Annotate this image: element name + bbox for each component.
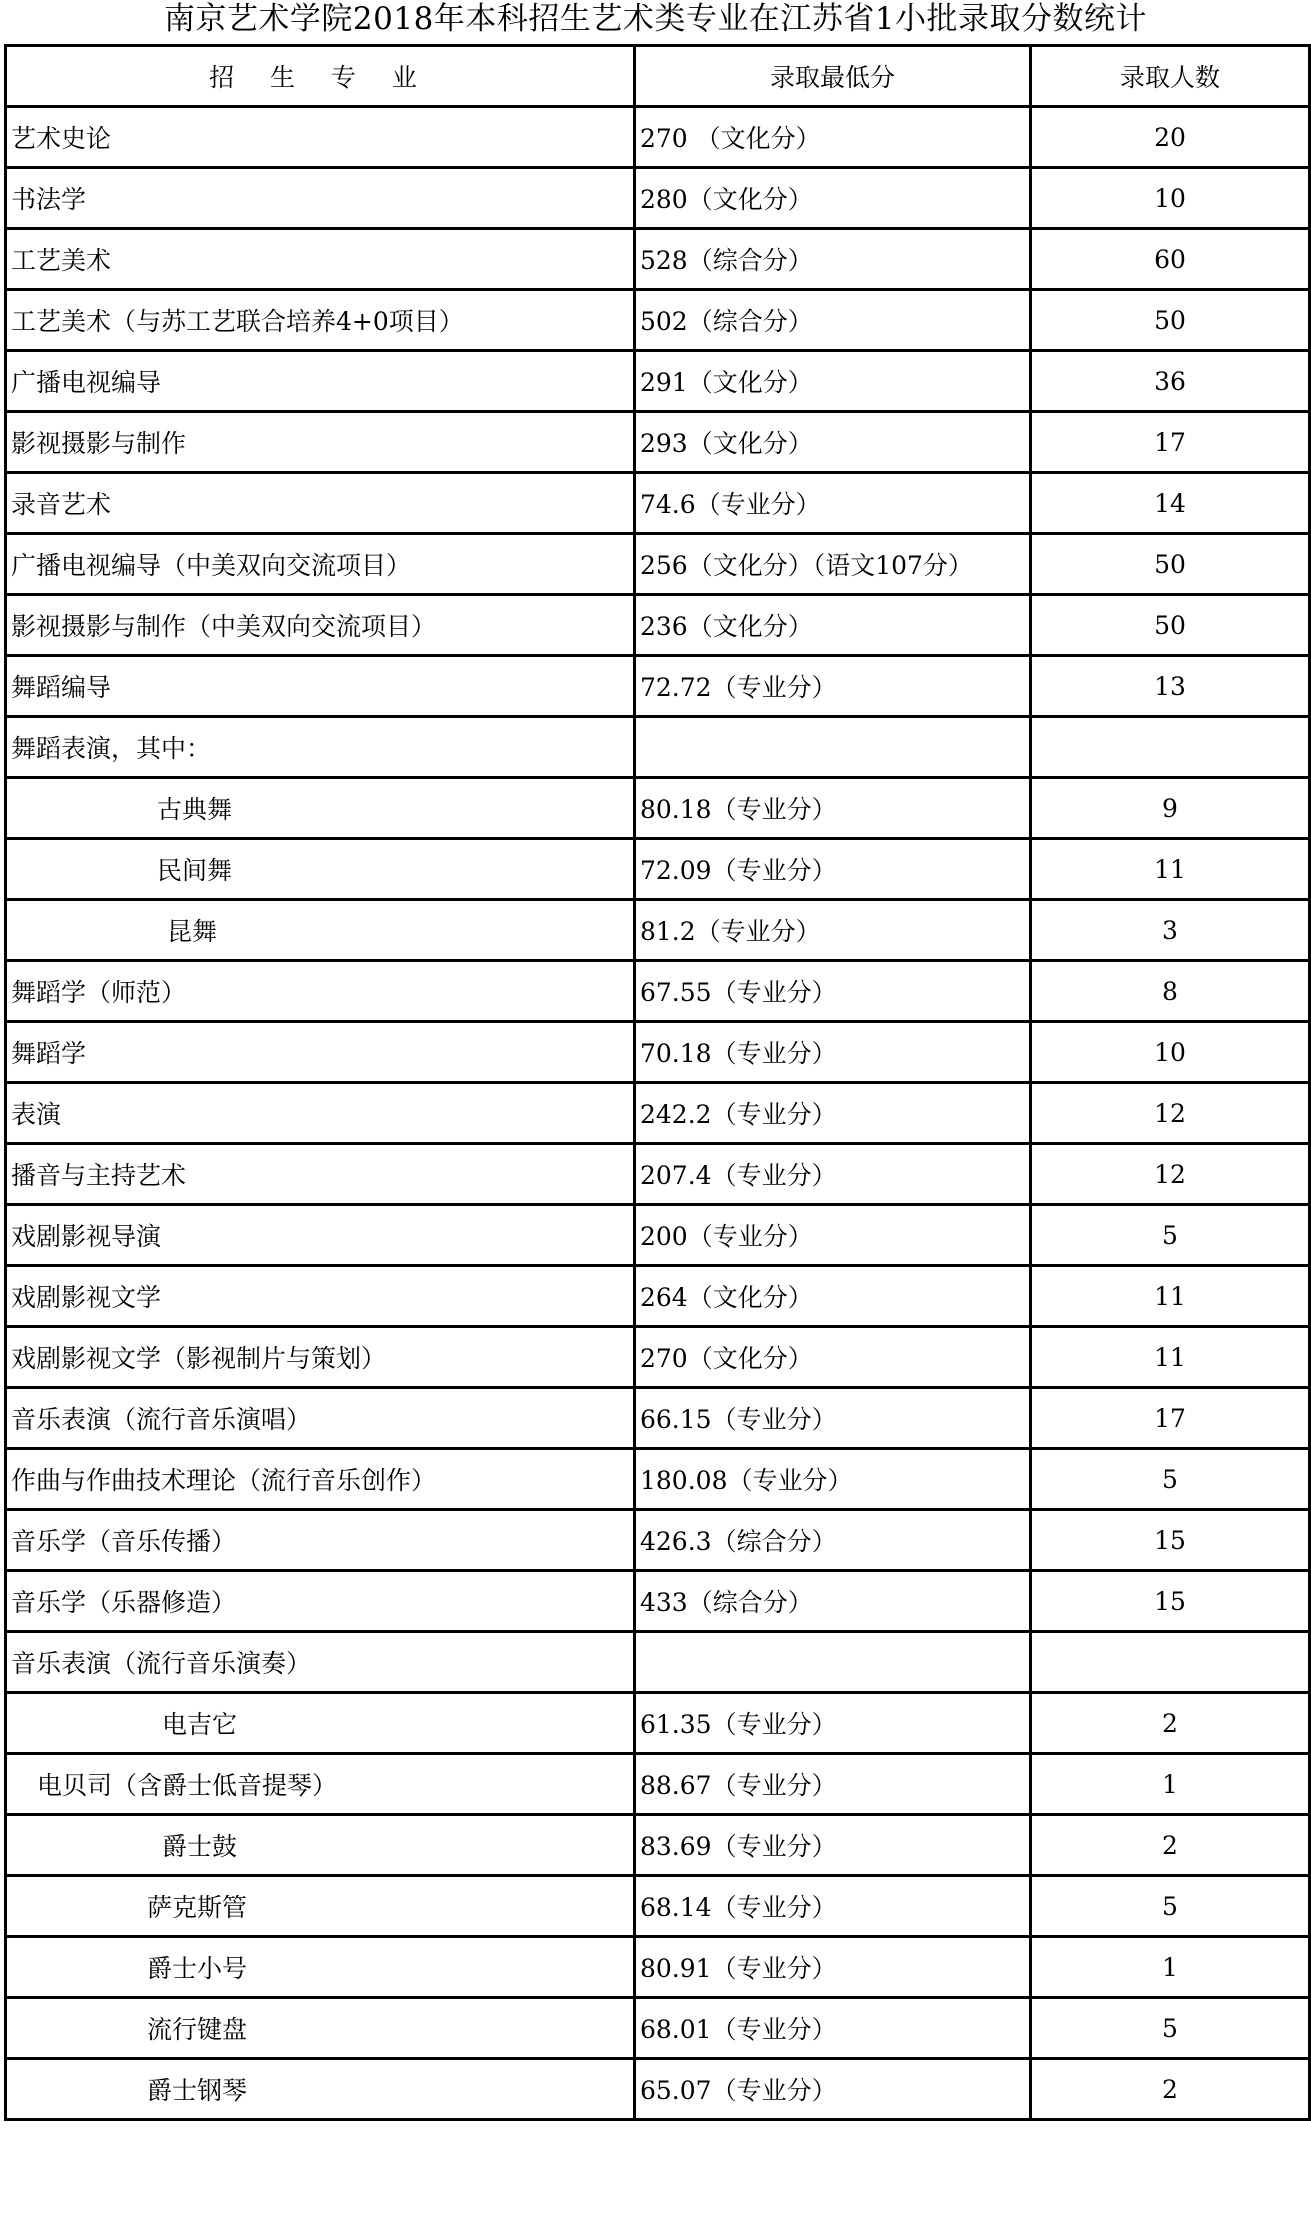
table-row bbox=[6, 839, 1310, 900]
cell-admitted-count: 2 bbox=[1031, 2059, 1310, 2120]
cell-min-score: 70.18（专业分） bbox=[635, 1022, 1031, 1083]
table-row bbox=[6, 778, 1310, 839]
header-admitted-count: 录取人数 bbox=[1031, 46, 1310, 107]
cell-major: 流行键盘 bbox=[6, 1998, 635, 2059]
cell-major: 音乐表演（流行音乐演唱） bbox=[6, 1388, 635, 1449]
cell-admitted-count: 5 bbox=[1031, 1449, 1310, 1510]
cell-admitted-count: 1 bbox=[1031, 1937, 1310, 1998]
cell-min-score bbox=[635, 717, 1031, 778]
cell-min-score: 270 （文化分） bbox=[635, 107, 1031, 168]
table-row bbox=[6, 1388, 1310, 1449]
cell-major: 爵士小号 bbox=[6, 1937, 635, 1998]
cell-admitted-count: 10 bbox=[1031, 1022, 1310, 1083]
cell-major: 影视摄影与制作 bbox=[6, 412, 635, 473]
table-row bbox=[6, 1144, 1310, 1205]
cell-admitted-count: 5 bbox=[1031, 1205, 1310, 1266]
cell-admitted-count: 15 bbox=[1031, 1510, 1310, 1571]
cell-major: 影视摄影与制作（中美双向交流项目） bbox=[6, 595, 635, 656]
cell-admitted-count: 12 bbox=[1031, 1144, 1310, 1205]
cell-admitted-count: 1 bbox=[1031, 1754, 1310, 1815]
cell-min-score: 264（文化分） bbox=[635, 1266, 1031, 1327]
cell-min-score: 81.2（专业分） bbox=[635, 900, 1031, 961]
cell-min-score bbox=[635, 1632, 1031, 1693]
table-row bbox=[6, 656, 1310, 717]
cell-major: 工艺美术（与苏工艺联合培养4+0项目） bbox=[6, 290, 635, 351]
cell-admitted-count: 15 bbox=[1031, 1571, 1310, 1632]
cell-admitted-count: 14 bbox=[1031, 473, 1310, 534]
table-row bbox=[6, 1266, 1310, 1327]
cell-admitted-count: 8 bbox=[1031, 961, 1310, 1022]
cell-min-score: 200（专业分） bbox=[635, 1205, 1031, 1266]
cell-admitted-count: 12 bbox=[1031, 1083, 1310, 1144]
table-row bbox=[6, 1205, 1310, 1266]
cell-admitted-count: 17 bbox=[1031, 412, 1310, 473]
cell-major: 戏剧影视文学 bbox=[6, 1266, 635, 1327]
cell-major: 戏剧影视导演 bbox=[6, 1205, 635, 1266]
cell-admitted-count: 50 bbox=[1031, 595, 1310, 656]
cell-major: 表演 bbox=[6, 1083, 635, 1144]
cell-admitted-count: 5 bbox=[1031, 1998, 1310, 2059]
header-major: 招 生 专 业 bbox=[6, 46, 635, 107]
cell-admitted-count: 3 bbox=[1031, 900, 1310, 961]
cell-major: 音乐学（音乐传播） bbox=[6, 1510, 635, 1571]
table-row bbox=[6, 229, 1310, 290]
cell-major: 爵士钢琴 bbox=[6, 2059, 635, 2120]
cell-admitted-count: 11 bbox=[1031, 1266, 1310, 1327]
cell-major: 广播电视编导（中美双向交流项目） bbox=[6, 534, 635, 595]
cell-min-score: 291（文化分） bbox=[635, 351, 1031, 412]
table-row bbox=[6, 1632, 1310, 1693]
table-row bbox=[6, 1815, 1310, 1876]
table-row bbox=[6, 1510, 1310, 1571]
table-row bbox=[6, 107, 1310, 168]
cell-major: 音乐表演（流行音乐演奏） bbox=[6, 1632, 635, 1693]
cell-min-score: 426.3（综合分） bbox=[635, 1510, 1031, 1571]
table-row bbox=[6, 412, 1310, 473]
cell-major: 古典舞 bbox=[6, 778, 635, 839]
cell-admitted-count: 20 bbox=[1031, 107, 1310, 168]
cell-major: 音乐学（乐器修造） bbox=[6, 1571, 635, 1632]
cell-major: 电吉它 bbox=[6, 1693, 635, 1754]
table-row bbox=[6, 900, 1310, 961]
cell-min-score: 207.4（专业分） bbox=[635, 1144, 1031, 1205]
cell-min-score: 61.35（专业分） bbox=[635, 1693, 1031, 1754]
cell-major: 工艺美术 bbox=[6, 229, 635, 290]
cell-major: 录音艺术 bbox=[6, 473, 635, 534]
cell-min-score: 256（文化分）（语文107分） bbox=[635, 534, 1031, 595]
cell-major: 舞蹈学 bbox=[6, 1022, 635, 1083]
cell-min-score: 66.15（专业分） bbox=[635, 1388, 1031, 1449]
table-row bbox=[6, 1693, 1310, 1754]
table-row bbox=[6, 717, 1310, 778]
cell-admitted-count: 2 bbox=[1031, 1815, 1310, 1876]
table-header-row bbox=[6, 46, 1310, 107]
cell-min-score: 242.2（专业分） bbox=[635, 1083, 1031, 1144]
cell-min-score: 528（综合分） bbox=[635, 229, 1031, 290]
table-row bbox=[6, 1327, 1310, 1388]
table-row bbox=[6, 1876, 1310, 1937]
cell-min-score: 68.01（专业分） bbox=[635, 1998, 1031, 2059]
table-row bbox=[6, 351, 1310, 412]
table-row bbox=[6, 1571, 1310, 1632]
cell-admitted-count: 2 bbox=[1031, 1693, 1310, 1754]
cell-major: 舞蹈学（师范） bbox=[6, 961, 635, 1022]
admission-score-table bbox=[4, 44, 1311, 2121]
cell-admitted-count: 17 bbox=[1031, 1388, 1310, 1449]
cell-major: 民间舞 bbox=[6, 839, 635, 900]
cell-min-score: 293（文化分） bbox=[635, 412, 1031, 473]
cell-admitted-count: 9 bbox=[1031, 778, 1310, 839]
cell-admitted-count bbox=[1031, 717, 1310, 778]
cell-admitted-count: 10 bbox=[1031, 168, 1310, 229]
cell-min-score: 68.14（专业分） bbox=[635, 1876, 1031, 1937]
cell-major: 舞蹈编导 bbox=[6, 656, 635, 717]
cell-min-score: 236（文化分） bbox=[635, 595, 1031, 656]
table-row bbox=[6, 168, 1310, 229]
cell-major: 萨克斯管 bbox=[6, 1876, 635, 1937]
table-row bbox=[6, 1998, 1310, 2059]
cell-major: 舞蹈表演，其中： bbox=[6, 717, 635, 778]
cell-admitted-count: 13 bbox=[1031, 656, 1310, 717]
cell-min-score: 65.07（专业分） bbox=[635, 2059, 1031, 2120]
cell-min-score: 280（文化分） bbox=[635, 168, 1031, 229]
table-row bbox=[6, 1937, 1310, 1998]
cell-major: 电贝司（含爵士低音提琴） bbox=[6, 1754, 635, 1815]
cell-major: 广播电视编导 bbox=[6, 351, 635, 412]
table-row bbox=[6, 2059, 1310, 2120]
cell-min-score: 180.08（专业分） bbox=[635, 1449, 1031, 1510]
cell-major: 爵士鼓 bbox=[6, 1815, 635, 1876]
cell-min-score: 83.69（专业分） bbox=[635, 1815, 1031, 1876]
cell-admitted-count: 11 bbox=[1031, 1327, 1310, 1388]
table-row bbox=[6, 1754, 1310, 1815]
cell-major: 播音与主持艺术 bbox=[6, 1144, 635, 1205]
table-row bbox=[6, 1083, 1310, 1144]
table-row bbox=[6, 1022, 1310, 1083]
header-min-score: 录取最低分 bbox=[635, 46, 1031, 107]
cell-major: 昆舞 bbox=[6, 900, 635, 961]
cell-admitted-count: 50 bbox=[1031, 534, 1310, 595]
cell-min-score: 270（文化分） bbox=[635, 1327, 1031, 1388]
table-row bbox=[6, 473, 1310, 534]
cell-min-score: 433（综合分） bbox=[635, 1571, 1031, 1632]
cell-min-score: 502（综合分） bbox=[635, 290, 1031, 351]
cell-min-score: 80.91（专业分） bbox=[635, 1937, 1031, 1998]
table-row bbox=[6, 290, 1310, 351]
table-row bbox=[6, 1449, 1310, 1510]
cell-admitted-count: 60 bbox=[1031, 229, 1310, 290]
table-row bbox=[6, 534, 1310, 595]
cell-min-score: 72.72（专业分） bbox=[635, 656, 1031, 717]
cell-min-score: 67.55（专业分） bbox=[635, 961, 1031, 1022]
cell-major: 戏剧影视文学（影视制片与策划） bbox=[6, 1327, 635, 1388]
cell-admitted-count bbox=[1031, 1632, 1310, 1693]
cell-min-score: 88.67（专业分） bbox=[635, 1754, 1031, 1815]
cell-major: 书法学 bbox=[6, 168, 635, 229]
table-row bbox=[6, 595, 1310, 656]
table-row bbox=[6, 961, 1310, 1022]
cell-min-score: 80.18（专业分） bbox=[635, 778, 1031, 839]
cell-admitted-count: 11 bbox=[1031, 839, 1310, 900]
cell-major: 艺术史论 bbox=[6, 107, 635, 168]
cell-admitted-count: 50 bbox=[1031, 290, 1310, 351]
document-title: 南京艺术学院2018年本科招生艺术类专业在江苏省1小批录取分数统计 bbox=[163, 1, 1148, 37]
cell-major: 作曲与作曲技术理论（流行音乐创作） bbox=[6, 1449, 635, 1510]
cell-min-score: 72.09（专业分） bbox=[635, 839, 1031, 900]
cell-admitted-count: 36 bbox=[1031, 351, 1310, 412]
cell-admitted-count: 5 bbox=[1031, 1876, 1310, 1937]
cell-min-score: 74.6（专业分） bbox=[635, 473, 1031, 534]
table-body bbox=[6, 107, 1310, 2120]
